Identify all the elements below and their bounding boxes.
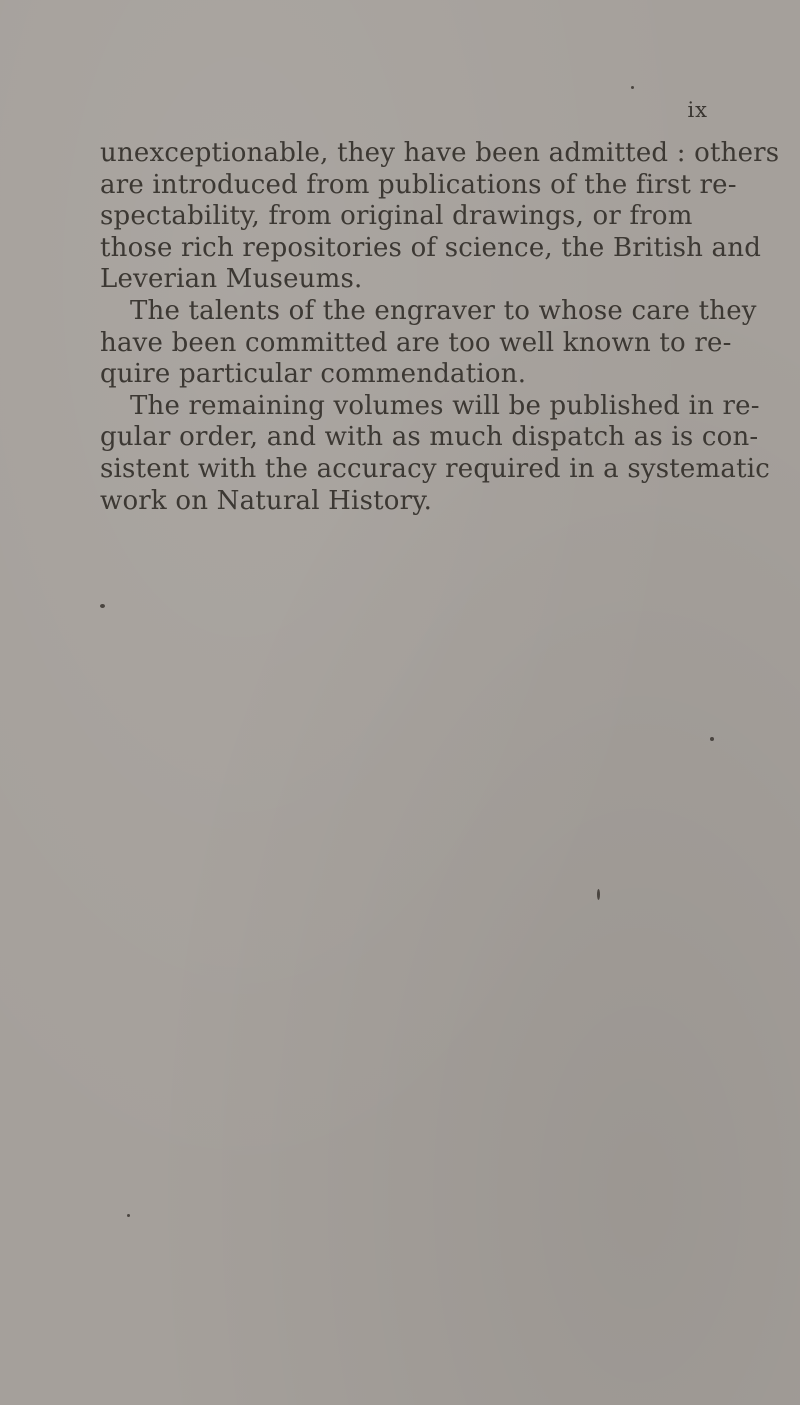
body-text (100, 138, 780, 517)
paper-speck (631, 86, 634, 89)
page-number: ix (687, 98, 708, 122)
paragraph-1 (100, 138, 780, 296)
paper-speck (127, 1214, 130, 1217)
text-line: sistent with the accuracy required in a systematic (100, 453, 771, 484)
text-line: are introduced from publications of the first re- (100, 169, 737, 200)
text-line: spectability, from original drawings, or from (100, 201, 693, 232)
text-line: quire particular commendation. (100, 359, 527, 390)
text-line: have been committed are too well known to re- (100, 327, 732, 358)
text-line: unexceptionable, they have been admitted : others (100, 138, 780, 168)
text-line: those rich repositories of science, the British and (100, 232, 762, 263)
text-line: Leverian Museums. (100, 264, 363, 295)
paper-speck (710, 737, 714, 741)
paragraph-3 (100, 390, 771, 517)
paper-speck (597, 889, 600, 900)
text-line: work on Natural History. (100, 485, 433, 516)
text-line: The talents of the engraver to whose care they (130, 295, 757, 326)
text-line: gular order, and with as much dispatch as is con- (100, 422, 759, 453)
paper-speck (100, 604, 105, 608)
paragraph-2 (100, 295, 757, 391)
text-line: The remaining volumes will be published in re- (130, 390, 760, 421)
